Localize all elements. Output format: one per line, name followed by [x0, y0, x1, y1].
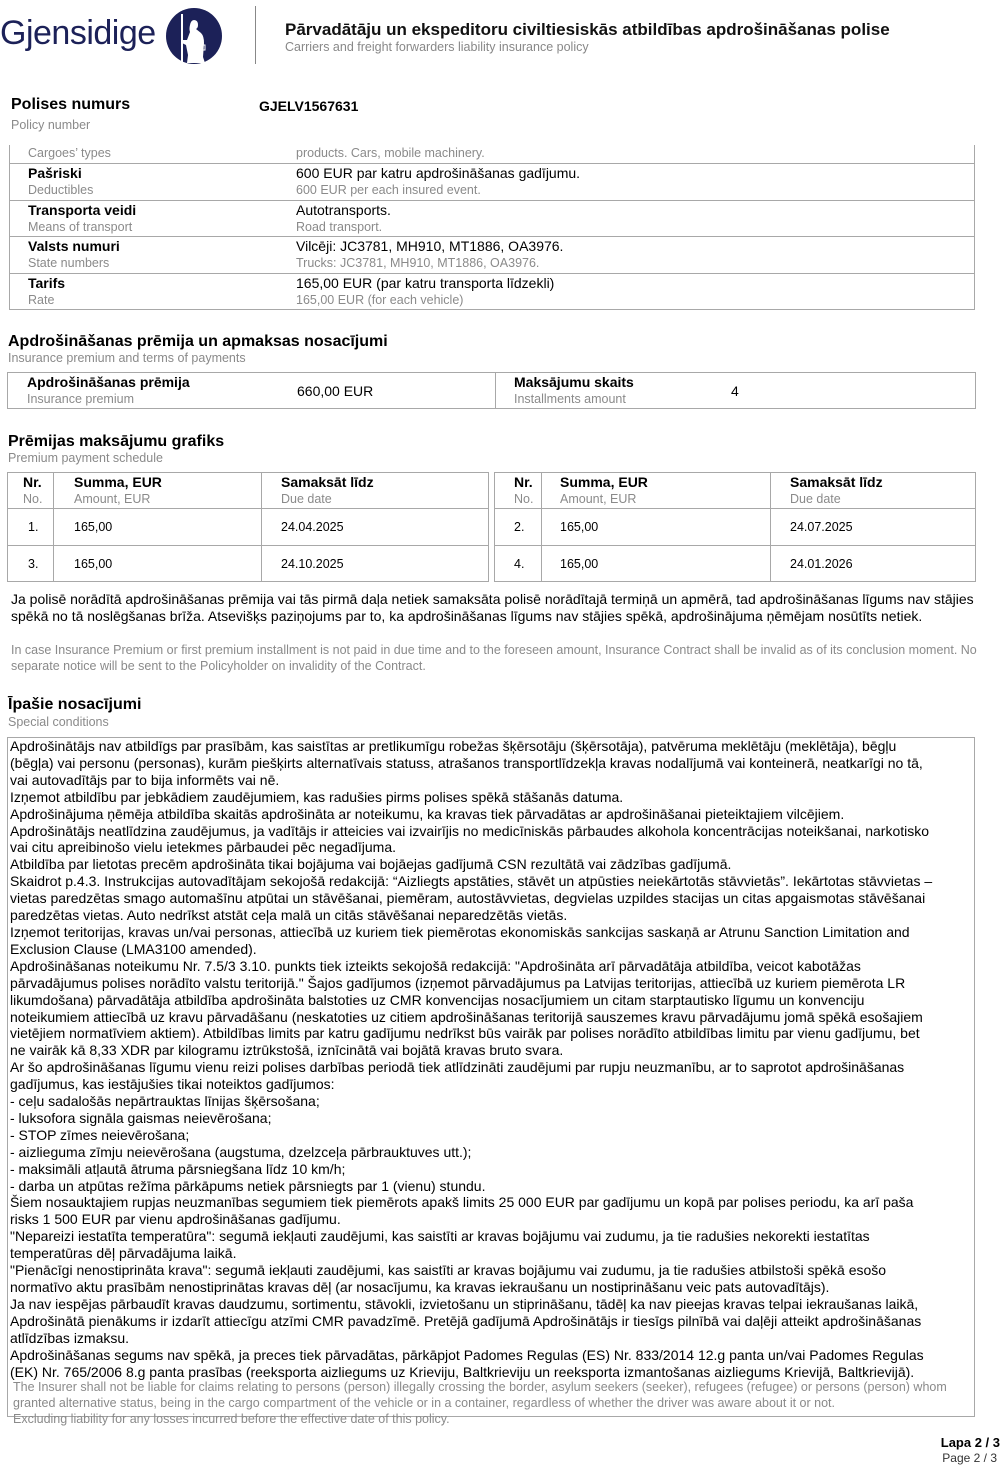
- condition-line: vietējiem normatīviem aktiem). Atbildības limits par katru gadījumu nedrīkst būs vairāk par polises norādīto atbildības limitu par vienu gadījumu, bet: [10, 1025, 920, 1042]
- condition-line-en: The Insurer shall not be liable for claims relating to persons (person) illegally crossing the border, asylum seekers (seeker), refugees (refugee) or persons (person) whom: [13, 1380, 947, 1395]
- premium-summary-box: [7, 372, 976, 409]
- condition-line: - darba un atpūtas režīma pārkāpums netiek pārsniegts par 1 (vienu) stundu.: [10, 1177, 486, 1194]
- coverage-row-transport: [10, 200, 974, 237]
- column-divider: [261, 473, 262, 581]
- header-nr-en: No.: [514, 492, 534, 506]
- condition-line: likumdošana) pārvadātāja atbildība apdrošināta balstoties uz CMR konvencijas nosacījumiem un citam starptautisko līgumu un konvenciju: [10, 991, 865, 1008]
- condition-line-en: granted alternative status, being in the cargo compartment of the vehicle or in a container, regardless of whether the driver was aware about it or not.: [13, 1396, 835, 1411]
- coverage-row-cargo-types: [10, 145, 974, 163]
- coverage-label-en: Deductibles: [28, 183, 94, 197]
- coverage-label-en: State numbers: [28, 256, 110, 270]
- row-due: 24.07.2025: [790, 520, 853, 534]
- coverage-value: Autotransports.: [296, 201, 391, 218]
- header-divider: [255, 6, 256, 64]
- payment-notice-lv: Ja polisē norādītā apdrošināšanas prēmija vai tās pirmā daļa netiek samaksāta polisē norādītajā termiņā un apmērā, tad apdrošināšanas līgums nav stājies spēkā no tā noslēgšanas brīža. Atsevišķs paziņojums par to, ka apdrošināšanas līgums nav stājies spēkā, apdrošinājuma ņēmējam nosūtīts netiek.: [11, 591, 974, 624]
- condition-line: - maksimāli atļautā ātruma pārsniegšana līdz 10 km/h;: [10, 1160, 346, 1177]
- coverage-value-en: Trucks: JC3781, MH910, MT1886, OA3976.: [296, 256, 540, 270]
- condition-line: Apdrošinātājs nav atbildīgs par prasībām, kas saistītas ar pretlikumīgu robežas šķērsotāju (šķērsotāja), patvēruma meklētāju (meklētāja), bēgļu: [10, 738, 897, 754]
- coverage-row-deductibles: [10, 163, 974, 200]
- schedule-table-left: [7, 472, 489, 582]
- installments-label-en: Installments amount: [514, 392, 626, 406]
- condition-line: Ja nav iespējas pārbaudīt kravas daudzumu, sortimentu, stāvokli, izvietošanu un stiprināšanu, tādēļ ka nav pieejas kravas telpai iekraušanas laikā,: [10, 1295, 919, 1312]
- coverage-label-en: Means of transport: [28, 219, 133, 234]
- row-due: 24.04.2025: [281, 520, 344, 534]
- row-due: 24.01.2026: [790, 557, 853, 571]
- schedule-header-row: [495, 473, 975, 509]
- schedule-table-right: [494, 472, 976, 582]
- special-conditions-title: Īpašie nosacījumi: [8, 696, 142, 713]
- policy-number-label-en: Policy number: [11, 118, 91, 132]
- condition-line: ne vairāk kā 8,33 XDR par kilogramu iztrūkstošā, iznīcinātā vai bojātā kravas bruto svara.: [10, 1042, 564, 1059]
- condition-line: "Pienācīgi nenostiprināta krava": segumā iekļauti zaudējumi, kas saistīti ar kravas bojājumu vai zudumu, ja tie radušies atbilstoši spēkā esošo: [10, 1262, 887, 1279]
- coverage-value-en: 165,00 EUR (for each vehicle): [296, 292, 464, 307]
- row-nr: 4.: [514, 557, 525, 571]
- brand-logo-text: Gjensidige: [0, 14, 156, 52]
- condition-line: risks 1 500 EUR par vienu apdrošināšanas gadījumu.: [10, 1211, 341, 1228]
- premium-label-en: Insurance premium: [27, 392, 134, 406]
- condition-line: vai citu apreibinošo vielu ietekmes pārbaudei pēc negadījuma.: [10, 839, 397, 856]
- schedule-row: [495, 546, 975, 582]
- condition-line: paredzētas vietas. Auto nedrīkst atstāt ceļa malā un citās stāvēšanai neparedzētās vietās.: [10, 907, 568, 924]
- condition-line: - aizlieguma zīmju neievērošana (augstuma, dzelzceļa pārbrauktuves utt.);: [10, 1143, 472, 1160]
- condition-line: (bēgļa) vai personu (personas), kurām piešķirts alternatīvais statuss, atrašanos transportlīdzekļa kravas nodalījumā vai konteinerā, neatkarīgi no tā,: [10, 754, 923, 771]
- condition-line: Apdrošināšanas noteikumu Nr. 7.5/3 3.10. punkts tiek izteikts sekojošā redakcijā: "Apdrošināta arī pārvadātāja atbildība, veicot kabotāžas: [10, 957, 861, 974]
- document-title: Pārvadātāju un ekspeditoru civiltiesiskās atbildības apdrošināšanas polise: [285, 20, 890, 39]
- header-due: Samaksāt līdz: [790, 474, 883, 490]
- row-amount: 165,00: [560, 520, 599, 534]
- coverage-value: 165,00 EUR (par katru transporta līdzekli): [296, 274, 555, 291]
- premium-divider: [495, 373, 496, 408]
- coverage-row-rate: [10, 273, 974, 310]
- row-due: 24.10.2025: [281, 557, 344, 571]
- row-nr: 1.: [28, 520, 39, 534]
- schedule-row: [8, 546, 488, 582]
- coverage-value: Vilcēji: JC3781, MH910, MT1886, OA3976.: [296, 238, 564, 254]
- schedule-section-title: Prēmijas maksājumu grafiks: [8, 433, 225, 450]
- document-header: [0, 0, 1000, 70]
- coverage-value: 600 EUR par katru apdrošināšanas gadījumu.: [296, 165, 581, 181]
- premium-value: 660,00 EUR: [297, 383, 374, 399]
- condition-line: Izņemot atbildību par jebkādiem zaudējumiem, kas radušies pirms polises spēkā stāšanās datuma.: [10, 788, 624, 805]
- premium-label: Apdrošināšanas prēmija: [27, 374, 190, 390]
- policy-number-value: GJELV1567631: [259, 98, 359, 114]
- condition-line: "Nepareizi iestatīta temperatūra": segumā iekļauti zaudējumi, kas saistīti ar kravas bojājumu vai zudumu, ja tie radušies nekorekti iestatītas: [10, 1228, 870, 1245]
- condition-line: - STOP zīmes neievērošana;: [10, 1126, 190, 1143]
- header-nr: Nr.: [23, 474, 42, 490]
- header-amount: Summa, EUR: [74, 474, 162, 490]
- coverage-label: Valsts numuri: [28, 238, 120, 254]
- condition-line: pārvadājumus polises norādīto valstu teritorijā." Šajos gadījumos (izņemot pārvadājumus pa Latvijas teritorijas, attiecībā uz kuriem piemērota LR: [10, 974, 906, 991]
- coverage-table: [9, 145, 975, 310]
- condition-line: - luksofora signāla gaismas neievērošana;: [10, 1109, 272, 1126]
- condition-line: temperatūras dēļ pārvadājuma laikā.: [10, 1245, 237, 1262]
- condition-line: gadījumus, kas iestājušies tikai noteiktos gadījumos:: [10, 1076, 335, 1093]
- coverage-value-en: Road transport.: [296, 219, 383, 234]
- condition-line: Apdrošinātājs neatlīdzina zaudējumus, ja vadītājs ir atteicies vai izvairījis no medicīniskās pārbaudes alkohola koncentrācijas noteikšanai, narkotisko: [10, 822, 930, 839]
- page-number-lv: Lapa 2 / 3: [940, 1435, 1000, 1450]
- coverage-label: Pašriski: [28, 165, 82, 181]
- row-amount: 165,00: [74, 520, 113, 534]
- condition-line: Exclusion Clause (LMA3100 amended).: [10, 940, 257, 957]
- schedule-section-subtitle: Premium payment schedule: [8, 451, 163, 465]
- column-divider: [541, 473, 542, 581]
- schedule-row: [8, 509, 488, 546]
- header-due-en: Due date: [790, 492, 841, 506]
- row-amount: 165,00: [560, 557, 599, 571]
- condition-line: (EK) Nr. 765/2006 8.g panta prasības (reeksporta aizliegums uz Krieviju, Baltkrieviju un reeksporta izmantošanas aizliegums Krievijā, Baltkrievijā).: [10, 1363, 915, 1380]
- coverage-row-state-numbers: [10, 236, 974, 273]
- installments-label: Maksājumu skaits: [514, 374, 634, 390]
- special-conditions-subtitle: Special conditions: [8, 715, 109, 729]
- condition-line: Apdrošinātā pienākums ir izdarīt attiecīgu atzīmi CMR pavadzīmē. Pretējā gadījumā Apdrošinātājs ir tiesīgs pilnībā vai daļēji atteikt apdrošināšanas: [10, 1312, 922, 1329]
- condition-line: normatīvo aktu prasībām nenostiprinātas kravas dēļ (ar nosacījumu, ka kravas iekraušanu un nostiprināšanu veic pats autovadītājs).: [10, 1279, 830, 1295]
- header-amount-en: Amount, EUR: [74, 492, 151, 506]
- condition-line: - ceļu sadalošās nepārtrauktas līnijas šķērsošana;: [10, 1093, 320, 1110]
- header-due-en: Due date: [281, 492, 332, 506]
- condition-line: Skaidrot p.4.3. Instrukcijas autovadītājam sekojošā redakcijā: “Aizliegts apstāties, stāvēt un atpūsties neiekārtotās stāvvietās”. Iekārtotas stāvvietas –: [10, 873, 933, 890]
- coverage-value-en: products. Cars, mobile machinery.: [296, 146, 485, 160]
- row-amount: 165,00: [74, 557, 113, 571]
- header-nr-en: No.: [23, 492, 43, 506]
- premium-section-title: Apdrošināšanas prēmija un apmaksas nosacījumi: [8, 333, 388, 350]
- document-subtitle: Carriers and freight forwarders liability insurance policy: [285, 40, 589, 54]
- row-nr: 2.: [514, 520, 525, 534]
- knight-with-spear-logo-icon: [166, 8, 222, 64]
- condition-line: Izņemot teritorijas, kravas un/vai personas, attiecībā uz kuriem tiek piemērotas ekonomiskās sankcijas saskaņā ar Atrunu Sanction Limitation and: [10, 923, 910, 940]
- coverage-label: Transporta veidi: [28, 201, 137, 218]
- header-amount-en: Amount, EUR: [560, 492, 637, 506]
- payment-notice-en: In case Insurance Premium or first premium installment is not paid in due time and to the foreseen amount, Insurance Contract shall be invalid as of its conclusion moment. No separate notice will be sent to the Policyholder on invalidity of the Contract.: [11, 643, 977, 673]
- condition-line: Apdrošinājuma ņēmēja atbildība skaitās apdrošināta ar noteikumu, ka kravas tiek pārvadātas ar apdrošināšanai pieteiktajiem vilcējiem.: [10, 805, 845, 822]
- header-nr: Nr.: [514, 474, 533, 490]
- row-nr: 3.: [28, 557, 39, 571]
- condition-line-en: Excluding liability for any losses incurred before the effective date of this policy.: [13, 1412, 450, 1427]
- policy-number-label: Polises numurs: [11, 96, 131, 113]
- condition-line: vietas paredzētas smago automašīnu atpūtai un stāvēšanai, piemēram, autostāvvietas, degvielas uzpildes stacijas un citas apgaismotas stāvēšanai: [10, 890, 926, 907]
- condition-line: vai autovadītājs par to bija informēts vai nē.: [10, 771, 280, 788]
- condition-line: Apdrošināšanas segums nav spēkā, ja preces tiek pārvadātas, pārkāpjot Padomes Regulas (ES) Nr. 833/2014 12.g panta un/vai Padomes Regulas: [10, 1346, 924, 1363]
- special-conditions-box: [7, 737, 975, 1427]
- coverage-label-en: Cargoes’ types: [28, 146, 111, 160]
- coverage-label: Tarifs: [28, 274, 66, 291]
- coverage-label-en: Rate: [28, 292, 55, 307]
- condition-line: Šiem nosauktajiem rupjas neuzmanības segumiem tiek piemērots apakš limits 25 000 EUR par gadījumu un kopā par polises periodu, ka arī paša: [10, 1194, 914, 1211]
- header-due: Samaksāt līdz: [281, 474, 374, 490]
- schedule-row: [495, 509, 975, 546]
- column-divider: [770, 473, 771, 581]
- condition-line: noteikumiem attiecībā uz kravu pārvadāšanu (neskatoties uz citiem apdrošināšanas teritorijā sauszemes kravu pārvadājumu jomā spēkā esošajiem: [10, 1008, 923, 1025]
- page-number-en: Page 2 / 3: [942, 1451, 997, 1465]
- coverage-value-en: 600 EUR per each insured event.: [296, 183, 481, 197]
- premium-section-subtitle: Insurance premium and terms of payments: [8, 351, 246, 365]
- condition-line: Atbildība par lietotas precēm apdrošināta tikai bojājuma vai bojāejas gadījumā CSN rezultātā vai zādzības gadījumā.: [10, 856, 732, 873]
- header-amount: Summa, EUR: [560, 474, 648, 490]
- installments-value: 4: [731, 383, 739, 399]
- schedule-header-row: [8, 473, 488, 509]
- condition-line: atlīdzības izmaksu.: [10, 1329, 130, 1346]
- condition-line: Ar šo apdrošināšanas līgumu vienu reizi polises darbības periodā tiek atlīdzināti zaudējumi par rupju neuzmanību, ar to saprotot apdrošināšanas: [10, 1059, 905, 1076]
- column-divider: [53, 473, 54, 581]
